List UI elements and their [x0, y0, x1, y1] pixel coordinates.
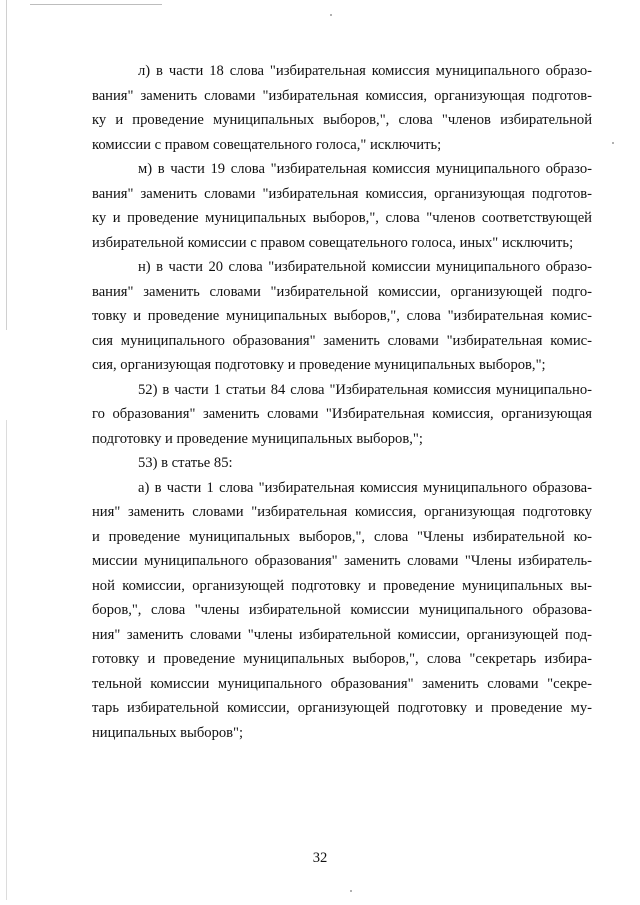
scan-speck: [350, 890, 352, 892]
text-line: ния" заменить словами "члены избирательной комиссии, организующей под-: [92, 626, 592, 643]
text-line: а) в части 1 слова "избирательная комиссия муниципального образова-: [138, 479, 592, 496]
text-line: боров,", слова "члены избирательной комиссии муниципального образова-: [92, 602, 592, 618]
scan-left-edge: [6, 420, 7, 900]
text-line: 53) в статье 85:: [138, 455, 233, 471]
text-line: вания" заменить словами "избирательная комиссия, организующая подготов-: [92, 87, 592, 104]
text-line: ной комиссии, организующей подготовку и проведение муниципальных вы-: [92, 577, 592, 594]
text-line: ку и проведение муниципальных выборов,", слова "членов соответствующей: [92, 210, 592, 226]
body-text: [92, 59, 592, 745]
scan-speck: [612, 142, 614, 144]
text-line: комиссии с правом совещательного голоса," исключить;: [92, 136, 442, 153]
text-line: 52) в части 1 статьи 84 слова "Избирательная комиссия муниципально-: [138, 381, 592, 398]
text-line: миссии муниципального образования" заменить словами "Члены избиратель-: [92, 553, 592, 569]
scan-speck: [330, 14, 332, 16]
text-line: тельной комиссии муниципального образования" заменить словами "секре-: [92, 675, 592, 692]
text-line: и проведение муниципальных выборов,", слова "Члены избирательной ко-: [92, 528, 592, 545]
text-line: готовку и проведение муниципальных выборов,", слова "секретарь избира-: [92, 651, 592, 667]
text-line: сия муниципального образования" заменить словами "избирательная комис-: [92, 332, 592, 349]
scan-top-rule: [30, 4, 162, 5]
text-line: товку и проведение муниципальных выборов,", слова "избирательная комис-: [92, 308, 592, 324]
text-line: ку и проведение муниципальных выборов,", слова "членов избирательной: [92, 112, 592, 128]
text-line: избирательной комиссии с правом совещательного голоса, иных" исключить;: [92, 234, 574, 251]
text-line: ниципальных выборов";: [92, 724, 244, 741]
text-line: м) в части 19 слова "избирательная комиссия муниципального образо-: [138, 161, 592, 177]
text-line: тарь избирательной комиссии, организующей подготовку и проведение му-: [92, 700, 592, 716]
page-number: 32: [312, 850, 328, 866]
text-line: го образования" заменить словами "Избирательная комиссия, организующая: [92, 406, 592, 422]
text-line: сия, организующая подготовку и проведение муниципальных выборов,";: [92, 357, 546, 373]
text-line: л) в части 18 слова "избирательная комиссия муниципального образо-: [138, 63, 592, 79]
text-line: вания" заменить словами "избирательной комиссии, организующей подго-: [92, 283, 592, 300]
text-line: подготовку и проведение муниципальных выборов,";: [92, 430, 423, 447]
scan-left-edge: [6, 0, 7, 330]
text-line: н) в части 20 слова "избирательной комиссии муниципального образо-: [138, 259, 592, 275]
text-line: вания" заменить словами "избирательная комиссия, организующая подготов-: [92, 185, 592, 202]
text-line: ния" заменить словами "избирательная комиссия, организующая подготовку: [92, 504, 592, 520]
